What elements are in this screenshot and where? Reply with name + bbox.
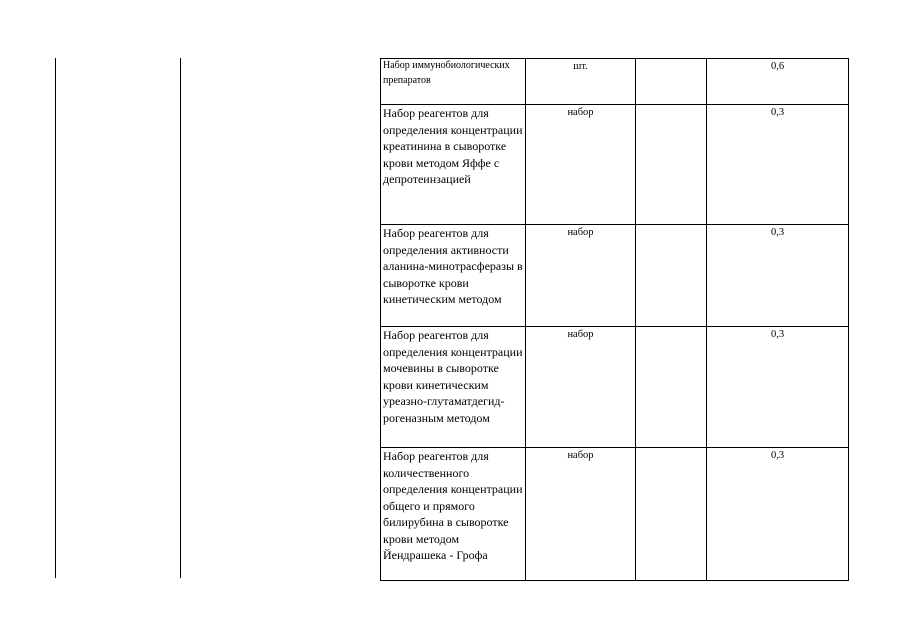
item-quantity <box>636 59 707 105</box>
item-name: Набор иммунобиологических препаратов <box>381 59 526 105</box>
item-unit: шт. <box>526 59 636 105</box>
item-quantity <box>636 327 707 448</box>
item-quantity <box>636 225 707 327</box>
item-quantity <box>636 105 707 225</box>
item-unit: набор <box>526 448 636 581</box>
item-unit: набор <box>526 225 636 327</box>
table-row <box>381 327 849 448</box>
table-row <box>381 448 849 581</box>
table-row <box>381 59 849 105</box>
left-column-border <box>55 58 56 578</box>
item-quantity <box>636 448 707 581</box>
table-row <box>381 225 849 327</box>
second-column-border <box>180 58 181 578</box>
table-row <box>381 105 849 225</box>
item-unit: набор <box>526 105 636 225</box>
item-name: Набор реагентов для количественного определения концентрации общего и прямого билирубина в сыворотке крови методом Йендрашека - Грофа <box>381 448 526 581</box>
item-value: 0,3 <box>707 448 849 581</box>
item-name: Набор реагентов для определения концентрации мочевины в сыворотке крови кинетическим уреазно-глутаматдегид-рогеназным методом <box>381 327 526 448</box>
item-value: 0,3 <box>707 327 849 448</box>
item-unit: набор <box>526 327 636 448</box>
item-value: 0,3 <box>707 225 849 327</box>
reagents-table <box>380 58 849 581</box>
item-value: 0,6 <box>707 59 849 105</box>
item-name: Набор реагентов для определения концентрации креатинина в сыворотке крови методом Яффе с депротеинзацией <box>381 105 526 225</box>
item-name: Набор реагентов для определения активности аланина-минотрасферазы в сыворотке крови кинетическим методом <box>381 225 526 327</box>
item-value: 0,3 <box>707 105 849 225</box>
